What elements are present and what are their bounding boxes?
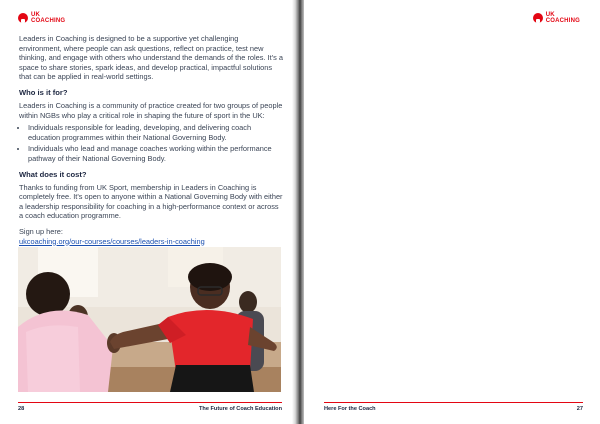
right-page-number: 27 bbox=[576, 406, 583, 412]
logo-line-2: COACHING bbox=[545, 18, 580, 24]
left-page-number: 28 bbox=[18, 406, 25, 412]
left-footer bbox=[18, 406, 282, 420]
footer-rule bbox=[324, 402, 583, 403]
logo-line-2: COACHING bbox=[31, 18, 66, 24]
signup-label: Sign up here: bbox=[19, 226, 63, 236]
uk-coaching-logo bbox=[18, 12, 65, 24]
intro-paragraph: Leaders in Coaching is designed to be a supportive yet challenging environment, where people can ask questions, reflect on practice, test new thinking, and engage with others who understand the demands of the roles. It's a space to share stories, spark ideas, and develop practical, impactful solutions that can be applied in real-world settings. bbox=[19, 34, 283, 82]
cost-paragraph: Thanks to funding from UK Sport, membership in Leaders in Coaching is completely free. It's open to anyone within a National Governing Body with either a leadership responsibility for coaching in a high-performance context or across a coach education programme. bbox=[19, 182, 283, 221]
article-body bbox=[19, 34, 283, 246]
signup-link[interactable]: ukcoaching.org/our-courses/courses/leaders-in-coaching bbox=[19, 236, 205, 246]
left-footer-title: The Future of Coach Education bbox=[199, 406, 282, 412]
logo-line-1: UK bbox=[545, 12, 555, 18]
footer-rule bbox=[18, 402, 282, 403]
cost-heading: What does it cost? bbox=[19, 169, 87, 179]
logo-line-1: UK bbox=[31, 12, 41, 18]
uk-coaching-logo-icon bbox=[533, 13, 543, 23]
who-heading: Who is it for? bbox=[19, 87, 68, 97]
right-footer-title: Here For the Coach bbox=[324, 406, 376, 412]
who-list-item: • Individuals who lead and manage coaches working within the performance pathway of their National Governing Body. bbox=[28, 144, 283, 163]
uk-coaching-logo bbox=[533, 12, 580, 24]
who-list bbox=[19, 123, 283, 163]
right-page bbox=[304, 0, 600, 424]
coaching-session-photo bbox=[18, 247, 281, 392]
who-list-item: • Individuals responsible for leading, developing, and delivering coach education programmes within their National Governing Body. bbox=[28, 123, 283, 142]
right-footer bbox=[324, 406, 583, 420]
uk-coaching-logo-icon bbox=[18, 13, 28, 23]
who-paragraph: Leaders in Coaching is a community of practice created for two groups of people within NGBs who play a critical role in shaping the future of sport in the UK: bbox=[19, 100, 283, 120]
left-page bbox=[0, 0, 296, 424]
photo-illustration bbox=[18, 247, 281, 392]
signup-block bbox=[19, 227, 283, 246]
